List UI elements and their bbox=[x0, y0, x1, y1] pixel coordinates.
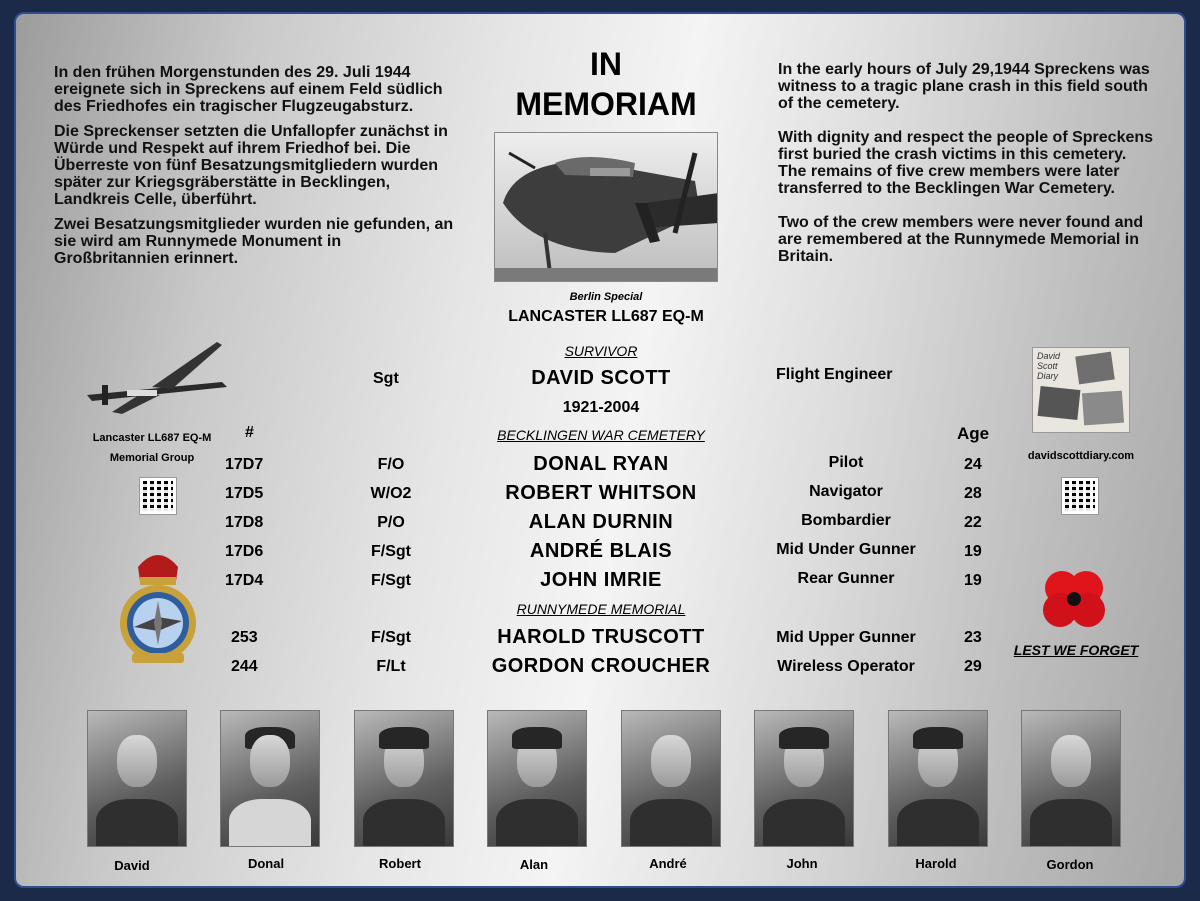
age-header: Age bbox=[957, 424, 990, 443]
row-rank: F/Sgt bbox=[371, 629, 411, 646]
runnymede-heading: RUNNYMEDE MEMORIAL bbox=[516, 601, 686, 617]
aircraft-photo bbox=[494, 132, 718, 282]
portrait-name: David bbox=[114, 858, 150, 873]
row-number: 17D4 bbox=[225, 572, 264, 589]
becklingen-heading: BECKLINGEN WAR CEMETERY bbox=[497, 427, 705, 443]
row-name: ANDRÉ BLAIS bbox=[529, 540, 673, 562]
english-paragraph-3: Two of the crew members were never found and are remembered at the Runnymede Memorial in Britain. bbox=[778, 214, 1144, 265]
diary-qr-code[interactable] bbox=[1062, 478, 1098, 514]
poppy-icon bbox=[1042, 568, 1106, 630]
portrait-name: Harold bbox=[915, 856, 957, 871]
row-rank: F/O bbox=[377, 456, 405, 473]
portrait-name: André bbox=[649, 856, 687, 871]
memorial-group-qr-code[interactable] bbox=[140, 478, 176, 514]
survivor-rank: Sgt bbox=[373, 370, 399, 387]
german-paragraph-3: Zwei Besatzungsmitglieder wurden nie gefunden, an sie wird am Runnymede Monument in Großbritannien erinnert. bbox=[54, 216, 454, 267]
diary-image bbox=[1032, 347, 1130, 433]
row-age: 19 bbox=[964, 543, 982, 560]
row-number: 17D7 bbox=[225, 456, 264, 473]
row-name: ALAN DURNIN bbox=[528, 511, 674, 533]
row-number: 17D5 bbox=[225, 485, 264, 502]
row-name: DONAL RYAN bbox=[533, 453, 669, 475]
portrait-name: Donal bbox=[247, 856, 285, 871]
aircraft-name: LANCASTER LL687 EQ-M bbox=[508, 308, 704, 325]
row-role: Mid Upper Gunner bbox=[776, 629, 916, 646]
row-name: HAROLD TRUSCOTT bbox=[497, 626, 705, 648]
english-paragraph-1: In the early hours of July 29,1944 Spreckens was witness to a tragic plane crash in this field south of the cemetery. bbox=[778, 61, 1150, 112]
row-number: 244 bbox=[231, 658, 258, 675]
survivor-role: Flight Engineer bbox=[776, 366, 893, 383]
portrait-photo bbox=[487, 710, 587, 847]
row-name: JOHN IMRIE bbox=[540, 569, 662, 591]
portrait-name: Gordon bbox=[1046, 857, 1094, 872]
row-age: 23 bbox=[964, 629, 982, 646]
german-text bbox=[54, 64, 454, 275]
survivor-heading: SURVIVOR bbox=[564, 343, 638, 359]
lancaster-bomber-image bbox=[495, 133, 718, 282]
page-title bbox=[486, 44, 726, 124]
diary-title: David Scott Diary bbox=[1037, 351, 1061, 381]
row-age: 22 bbox=[964, 514, 982, 531]
row-rank: W/O2 bbox=[370, 485, 412, 502]
row-number: 253 bbox=[231, 629, 258, 646]
row-role: Rear Gunner bbox=[797, 570, 895, 587]
row-role: Bombardier bbox=[801, 512, 891, 529]
portrait-photo bbox=[621, 710, 721, 847]
german-paragraph-1: In den frühen Morgenstunden des 29. Juli 1944 ereignete sich in Spreckens auf einem Feld südlich des Friedhofes ein tragischer Flugzeugabsturz. bbox=[54, 64, 443, 115]
number-header: # bbox=[245, 424, 254, 441]
portrait-name: John bbox=[786, 856, 818, 871]
portrait-photo bbox=[1021, 710, 1121, 847]
row-age: 29 bbox=[964, 658, 982, 675]
title-line-1: IN bbox=[590, 46, 622, 82]
english-text bbox=[778, 61, 1158, 273]
row-role: Pilot bbox=[828, 454, 864, 471]
row-role: Wireless Operator bbox=[777, 658, 915, 675]
row-name: GORDON CROUCHER bbox=[491, 655, 711, 677]
row-rank: F/Sgt bbox=[371, 543, 411, 560]
memorial-group-label-line-2: Memorial Group bbox=[109, 452, 195, 464]
lest-we-forget: LEST WE FORGET bbox=[1013, 642, 1139, 658]
english-paragraph-2: With dignity and respect the people of Spreckens first buried the crash victims in this cemetery. The remains of five crew members were later transferred to the Becklingen War Cemetery. bbox=[778, 129, 1154, 197]
row-age: 28 bbox=[964, 485, 982, 502]
row-age: 24 bbox=[964, 456, 982, 473]
row-rank: F/Lt bbox=[376, 658, 406, 675]
lancaster-silhouette-icon bbox=[82, 337, 232, 417]
row-role: Mid Under Gunner bbox=[776, 541, 916, 558]
squadron-badge-icon bbox=[114, 547, 202, 667]
website-link[interactable]: davidscottdiary.com bbox=[1027, 450, 1135, 462]
portrait-photo bbox=[87, 710, 187, 847]
row-rank: F/Sgt bbox=[371, 572, 411, 589]
memorial-plaque bbox=[14, 12, 1186, 888]
aircraft-photo-caption: Berlin Special bbox=[569, 291, 643, 303]
title-line-2: MEMORIAM bbox=[515, 86, 697, 122]
portrait-photo bbox=[754, 710, 854, 847]
memorial-group-label-line-1: Lancaster LL687 EQ-M bbox=[92, 432, 212, 444]
row-name: ROBERT WHITSON bbox=[505, 482, 697, 504]
portrait-photo bbox=[220, 710, 320, 847]
portrait-photo bbox=[354, 710, 454, 847]
row-age: 19 bbox=[964, 572, 982, 589]
row-role: Navigator bbox=[809, 483, 883, 500]
german-paragraph-2: Die Spreckenser setzten die Unfallopfer zunächst in Würde und Respekt auf ihrem Friedhof bei. Die Überreste von fünf Besatzungsmitgliedern wurden später zur Kriegsgräberstätte in Becklingen, Landkreis Celle, überführt. bbox=[54, 123, 448, 208]
row-number: 17D8 bbox=[225, 514, 264, 531]
portrait-name: Robert bbox=[379, 856, 421, 871]
row-number: 17D6 bbox=[225, 543, 264, 560]
portrait-name: Alan bbox=[519, 857, 549, 872]
survivor-name: DAVID SCOTT bbox=[531, 367, 671, 389]
portrait-photo bbox=[888, 710, 988, 847]
row-rank: P/O bbox=[377, 514, 405, 531]
survivor-years: 1921-2004 bbox=[562, 399, 640, 416]
